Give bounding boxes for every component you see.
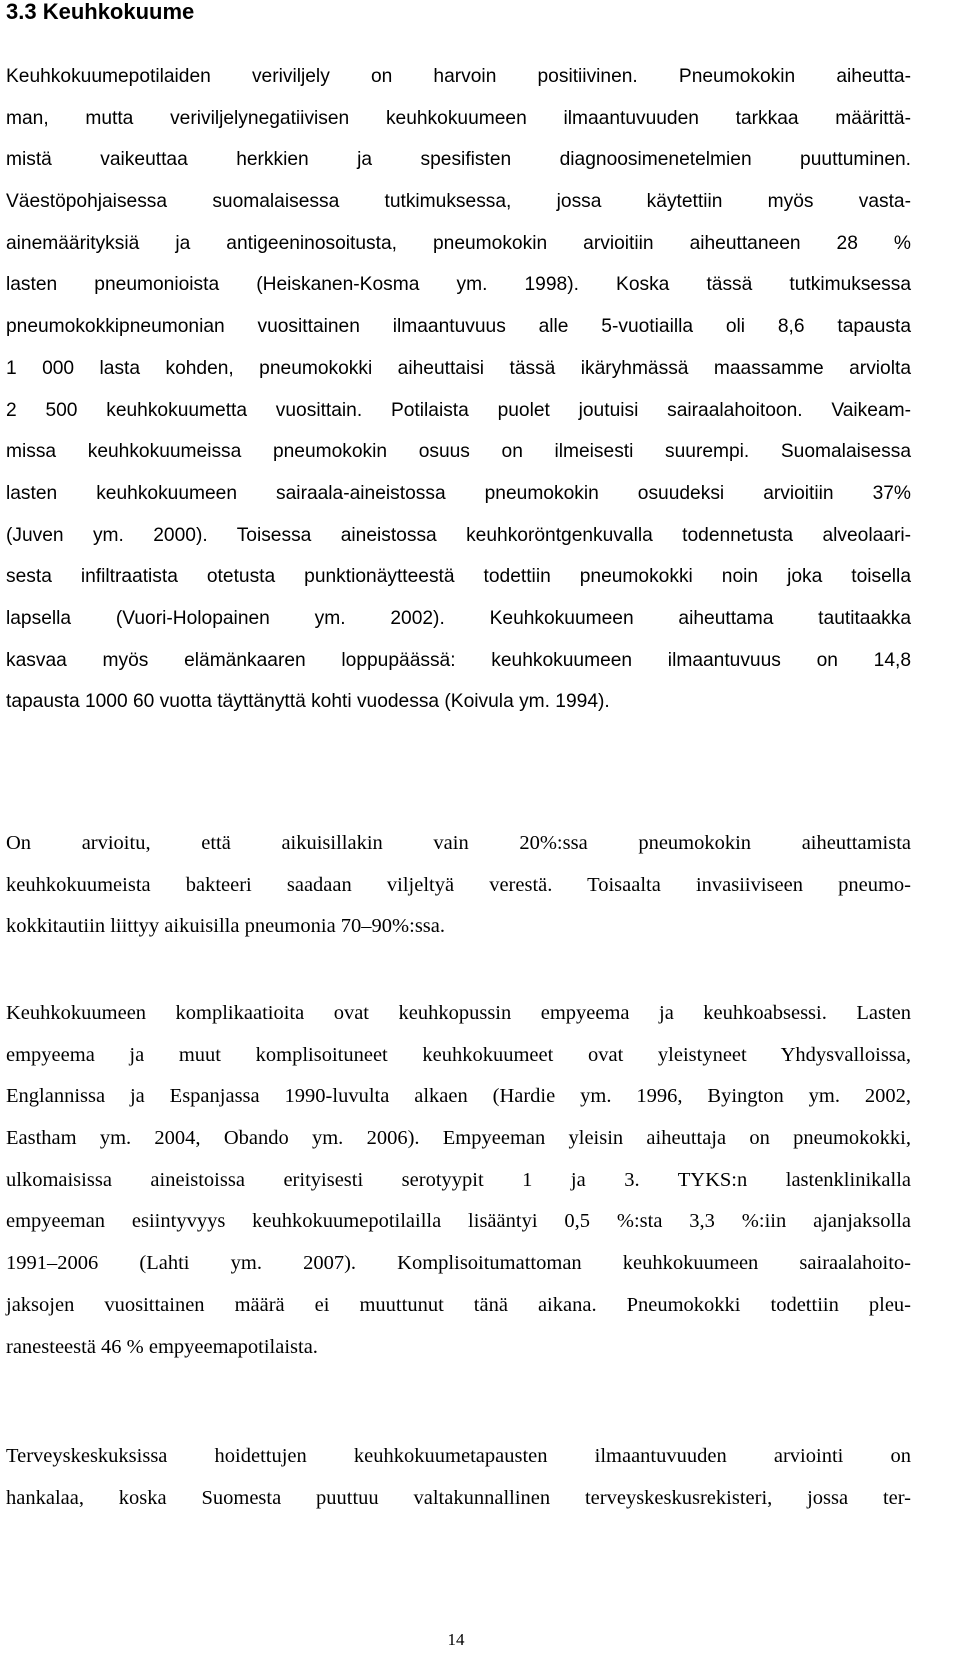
paragraph-adult-bacteremia	[6, 823, 911, 948]
text-line: lasten keuhkokuumeen sairaala-aineistossa pneumokokin osuudeksi arvioitiin 37%	[6, 482, 911, 504]
text-line: ainemäärityksiä ja antigeeninosoitusta, pneumokokin arvioitiin aiheuttaneen 28 %	[6, 232, 911, 254]
text-line: Eastham ym. 2004, Obando ym. 2006). Empyeeman yleisin aiheuttaja on pneumokokki,	[6, 1127, 911, 1150]
text-line: missa keuhkokuumeissa pneumokokin osuus on ilmeisesti suurempi. Suomalaisessa	[6, 441, 911, 463]
text-line: hankalaa, koska Suomesta puuttuu valtakunnallinen terveyskeskusrekisteri, jossa ter-	[6, 1486, 911, 1509]
text-line: ulkomaisissa aineistoissa erityisesti serotyypit 1 ja 3. TYKS:n lastenklinikalla	[6, 1168, 911, 1191]
text-line: empyeema ja muut komplisoituneet keuhkokuumeet ovat yleistyneet Yhdysvalloissa,	[6, 1043, 911, 1066]
text-line: kokkitautiin liittyy aikuisilla pneumonia 70–90%:ssa.	[6, 915, 445, 938]
text-line: 1991–2006 (Lahti ym. 2007). Komplisoitumattoman keuhkokuumeen sairaalahoito-	[6, 1252, 911, 1275]
paragraph-health-centers	[6, 1436, 911, 1519]
text-line: (Juven ym. 2000). Toisessa aineistossa keuhkoröntgenkuvalla todennetusta alveolaari-	[6, 524, 911, 546]
text-line: Keuhkokuumeen komplikaatioita ovat keuhkopussin empyeema ja keuhkoabsessi. Lasten	[6, 1002, 911, 1024]
text-line: man, mutta veriviljelynegatiivisen keuhkokuumeen ilmaantuvuuden tarkkaa määrittä-	[6, 107, 911, 129]
text-line: keuhkokuumeista bakteeri saadaan viljeltyä verestä. Toisaalta invasiiviseen pneumo-	[6, 873, 911, 896]
text-line: 2 500 keuhkokuumetta vuosittain. Potilaista puolet joutuisi sairaalahoitoon. Vaikeam-	[6, 399, 911, 421]
section-heading: 3.3 Keuhkokuume	[6, 0, 195, 24]
text-line: empyeeman esiintyvyys keuhkokuumepotilailla lisääntyi 0,5 %:sta 3,3 %:iin ajanjaksolla	[6, 1210, 911, 1233]
text-line: Keuhkokuumepotilaiden veriviljely on harvoin positiivinen. Pneumokokin aiheutta-	[6, 66, 911, 87]
text-line: sesta infiltraatista otetusta punktionäytteestä todettiin pneumokokki noin joka toisella	[6, 566, 911, 588]
text-line: 1 000 lasta kohden, pneumokokki aiheuttaisi tässä ikäryhmässä maassamme arviolta	[6, 357, 911, 379]
text-line: pneumokokkipneumonian vuosittainen ilmaantuvuus alle 5-vuotiailla oli 8,6 tapausta	[6, 316, 911, 338]
text-line: Terveyskeskuksissa hoidettujen keuhkokuumetapausten ilmaantuvuuden arviointi on	[6, 1445, 911, 1467]
page-number: 14	[447, 1630, 465, 1649]
text-line: tapausta 1000 60 vuotta täyttänyttä kohti vuodessa (Koivula ym. 1994).	[6, 691, 610, 713]
text-line: lasten pneumonioista (Heiskanen-Kosma ym. 1998). Koska tässä tutkimuksessa	[6, 274, 911, 296]
text-line: lapsella (Vuori-Holopainen ym. 2002). Keuhkokuumeen aiheuttama tautitaakka	[6, 607, 911, 629]
text-line: mistä vaikeuttaa herkkien ja spesifisten diagnoosimenetelmien puuttuminen.	[6, 149, 911, 171]
text-line: On arvioitu, että aikuisillakin vain 20%:ssa pneumokokin aiheuttamista	[6, 832, 911, 854]
text-line: jaksojen vuosittainen määrä ei muuttunut tänä aikana. Pneumokokki todettiin pleu-	[6, 1293, 911, 1316]
text-line: Väestöpohjaisessa suomalaisessa tutkimuksessa, jossa käytettiin myös vasta-	[6, 191, 911, 213]
text-line: ranesteestä 46 % empyeemapotilaista.	[6, 1335, 318, 1358]
text-line: Englannissa ja Espanjassa 1990-luvulta alkaen (Hardie ym. 1996, Byington ym. 2002,	[6, 1085, 911, 1108]
paragraph-pneumococcal-incidence	[6, 56, 911, 723]
paragraph-complications	[6, 993, 911, 1368]
text-line: kasvaa myös elämänkaaren loppupäässä: keuhkokuumeen ilmaantuvuus on 14,8	[6, 649, 911, 671]
